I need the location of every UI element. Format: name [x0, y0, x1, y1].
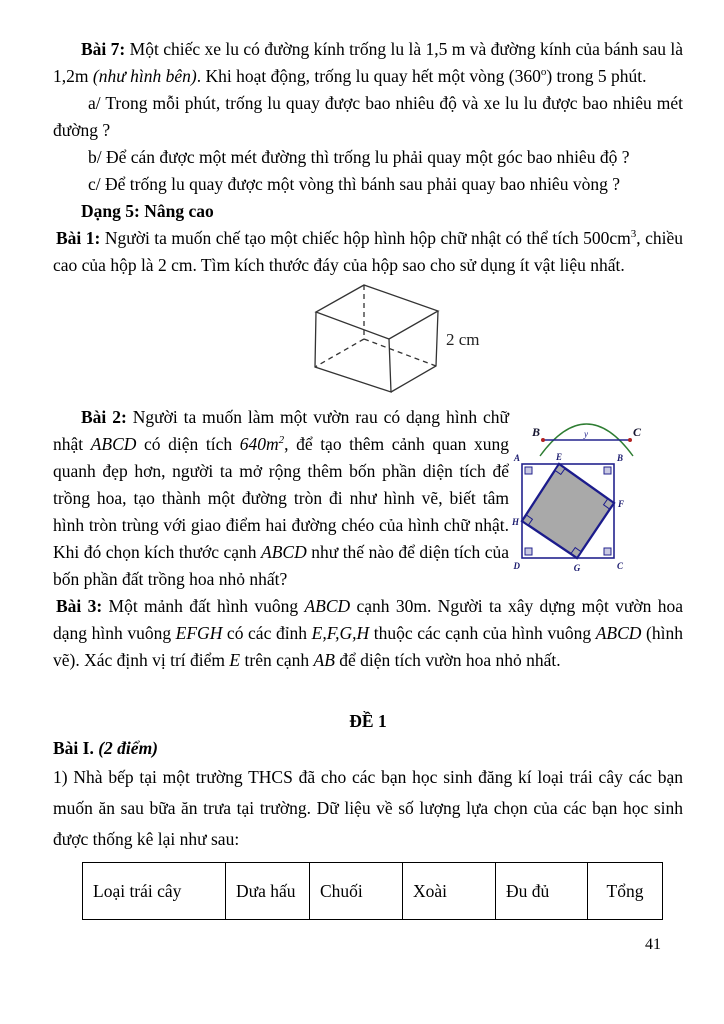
problem-3: [53, 593, 683, 674]
label-d: D: [513, 561, 520, 571]
problem-7-italic: (như hình bên): [92, 66, 197, 86]
exercise-1-label: Bài I.: [53, 738, 94, 758]
problem-3-text-4: thuộc các cạnh của hình vuông: [369, 623, 596, 643]
cuboid-figure: [281, 281, 683, 403]
table-cell-watermelon: Dưa hấu: [226, 863, 310, 920]
label-c: C: [617, 561, 624, 571]
table-cell-total: Tổng: [588, 863, 663, 920]
problem-3-ab: AB: [313, 650, 335, 670]
arc-label-y: y: [584, 429, 588, 439]
cuboid-svg: [281, 281, 501, 403]
cuboid-hidden-edges: [315, 285, 436, 367]
problem-3-text-5: (hình vẽ). Xác định vị trí điểm: [53, 623, 683, 670]
cm3-superscript: 3: [630, 228, 637, 241]
garden-figure: [510, 408, 650, 586]
arc-label-b: B: [531, 425, 540, 439]
problem-7-question-c: c/ Để trống lu quay được một vòng thì bánh sau phải quay bao nhiêu vòng ?: [88, 174, 620, 194]
fruit-survey-table: [82, 862, 663, 920]
table-header-row: [83, 863, 663, 920]
table-cell-papaya: Đu đủ: [496, 863, 588, 920]
cuboid-dimension-label: 2 cm: [446, 330, 480, 349]
degree-superscript: o: [540, 66, 547, 79]
label-g: G: [573, 563, 581, 573]
problem-7-text-1: Một chiếc xe lu có đường kính trống lu là 1,5 m và đường kính của bánh sau là 1,2m: [53, 39, 683, 86]
problem-3-abcd-2: ABCD: [595, 623, 642, 643]
problem-7-question-a: a/ Trong mỗi phút, trống lu quay được bao nhiêu độ và xe lu lu được bao nhiêu mét đường ?: [53, 93, 683, 140]
problem-2-text-2: có diện tích: [136, 434, 240, 454]
problem-3-abcd-1: ABCD: [304, 596, 351, 616]
problem-7-label: Bài 7:: [81, 39, 126, 59]
problem-2-abcd-1: ABCD: [90, 434, 137, 454]
problem-3-vertices: E,F,G,H: [311, 623, 370, 643]
inner-square: [522, 464, 614, 558]
arc-endpoint-left: [541, 438, 545, 442]
arc-label-c: C: [633, 425, 642, 439]
exercise-1-heading: [53, 735, 683, 762]
problem-3-efgh: EFGH: [175, 623, 223, 643]
label-f: F: [618, 499, 625, 509]
table-cell-category: Loại trái cây: [83, 863, 226, 920]
problem-3-text-1: Một mảnh đất hình vuông: [102, 596, 305, 616]
problem-2: [53, 404, 509, 593]
m2-superscript: 2: [278, 434, 285, 447]
problem-2-text-4: như thế nào để diện tích của bốn phần đất trồng hoa nhỏ nhất?: [53, 542, 509, 589]
exercise-1-question-1: 1) Nhà bếp tại một trường THCS đã cho các bạn học sinh đăng kí loại trái cây các bạn muốn ăn sau bữa ăn trưa tại trường. Dữ liệu về số lượng lựa chọn của các bạn học sinh được thống kê lại như sau:: [53, 767, 683, 849]
label-b: B: [617, 453, 624, 463]
table-cell-banana: Chuối: [310, 863, 403, 920]
problem-3-text-6: trên cạnh: [240, 650, 314, 670]
table-cell-mango: Xoài: [403, 863, 496, 920]
problem-1-text-2: , chiều cao của hộp là 2 cm. Tìm kích thước đáy của hộp sao cho sử dụng ít vật liệu nhất.: [53, 228, 683, 275]
problem-1: [53, 225, 683, 279]
problem-2-area: 640m: [239, 434, 279, 454]
problem-2-label: Bài 2:: [81, 407, 127, 427]
problem-7-text-3: ) trong 5 phút.: [546, 66, 647, 86]
problem-7-question-b: b/ Để cán được một mét đường thì trống lu phải quay một góc bao nhiêu độ ?: [88, 147, 630, 167]
label-e: E: [555, 452, 563, 462]
problem-7: [53, 36, 683, 90]
problem-3-label: Bài 3:: [56, 596, 103, 616]
problem-7-text-2: . Khi hoạt động, trống lu quay hết một vòng (360: [196, 66, 541, 86]
cuboid-solid-edges: [315, 285, 438, 392]
problem-2-text-1: Người ta muốn làm một vườn rau có dạng hình chữ nhật: [53, 407, 509, 454]
problem-3-text-7: để diện tích vườn hoa nhỏ nhất.: [334, 650, 561, 670]
problem-2-text-3: , để tạo thêm cảnh quan xung quanh đẹp hơn, người ta mở rộng thêm bốn phần diện tích để trồng hoa, tạo thành một đường tròn đi như hình vẽ, biết tâm hình tròn trùng với giao điểm hai đường chéo của hình chữ nhật. Khi đó chọn kích thước cạnh: [53, 434, 509, 562]
problem-2-abcd-2: ABCD: [261, 542, 307, 562]
problem-3-text-2: cạnh 30m. Người ta xây dựng một vườn hoa dạng hình vuông: [53, 596, 683, 643]
problem-1-text-1: Người ta muốn chế tạo một chiếc hộp hình hộp chữ nhật có thể tích 500cm: [100, 228, 631, 248]
problem-1-label: Bài 1:: [56, 228, 101, 248]
label-h: H: [511, 517, 519, 527]
label-a: A: [513, 453, 520, 463]
arc-endpoint-right: [628, 438, 632, 442]
page-number: 41: [645, 936, 661, 953]
test-title: ĐỀ 1: [349, 711, 387, 731]
problem-3-text-3: có các đỉnh: [222, 623, 312, 643]
exercise-1-points: (2 điểm): [93, 738, 159, 758]
garden-svg: [510, 408, 650, 586]
problem-3-point-e: E: [229, 650, 241, 670]
section-heading-dang5: Dạng 5: Nâng cao: [81, 201, 214, 221]
